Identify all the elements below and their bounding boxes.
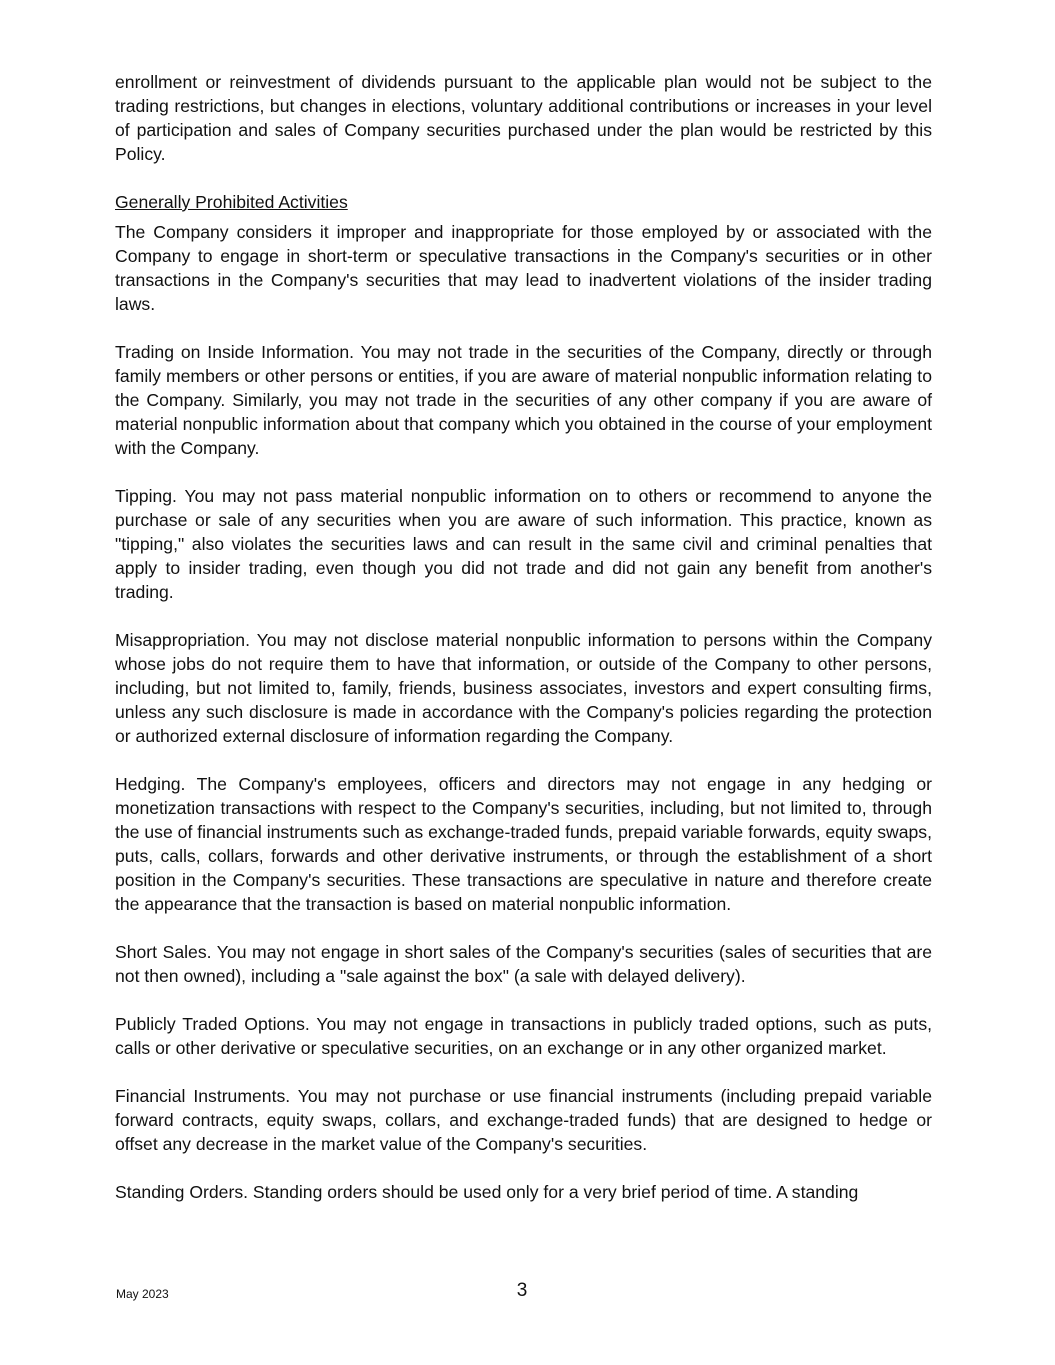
footer-date: May 2023 [116, 1287, 169, 1301]
page-number: 3 [516, 1280, 528, 1301]
document-body [115, 70, 932, 1204]
misappropriation-paragraph [115, 628, 932, 748]
publicly-traded-options-body: You may not engage in transactions in publicly traded options, such as puts, calls or other derivative or speculative securities, on an exchange or in any other organized market. [115, 1014, 932, 1058]
standing-orders-paragraph [115, 1180, 932, 1204]
tipping-title: Tipping. [115, 486, 177, 506]
financial-instruments-body: You may not purchase or use financial instruments (including prepaid variable forward contracts, equity swaps, collars, and exchange-traded funds) that are designed to hedge or offset any decrease in the market value of the Company's securities. [115, 1086, 932, 1154]
publicly-traded-options-paragraph [115, 1012, 932, 1060]
misappropriation-body: You may not disclose material nonpublic information to persons within the Company whose jobs do not require them to have that information, or outside of the Company to other persons, including, but not limited to, family, friends, business associates, investors and expert consulting firms, unless any such disclosure is made in accordance with the Company's policies regarding the protection or authorized external disclosure of information regarding the Company. [115, 630, 932, 746]
inside-information-title: Trading on Inside Information. [115, 342, 355, 362]
tipping-paragraph [115, 484, 932, 604]
short-sales-title: Short Sales. [115, 942, 212, 962]
inside-information-body: You may not trade in the securities of the Company, directly or through family members or other persons or entities, if you are aware of material nonpublic information relating to the Company. Similarly, you may not trade in the securities of any other company if you are aware of material nonpublic information about that company which you obtained in the course of your employment with the Company. [115, 342, 933, 458]
hedging-paragraph [115, 772, 932, 916]
prohibited-activities-heading: Generally Prohibited Activities [115, 192, 348, 212]
financial-instruments-paragraph [115, 1084, 932, 1156]
hedging-title: Hedging. [115, 774, 186, 794]
standing-orders-body: Standing orders should be used only for a very brief period of time. A standing [252, 1182, 859, 1202]
financial-instruments-title: Financial Instruments. [115, 1086, 291, 1106]
hedging-body: The Company's employees, officers and directors may not engage in any hedging or monetization transactions with respect to the Company's securities, including, but not limited to, through the use of financial instruments such as exchange-traded funds, prepaid variable forwards, equity swaps, puts, calls, collars, forwards and other derivative instruments, or through the establishment of a short position in the Company's securities. These transactions are speculative in nature and therefore create the appearance that the transaction is based on material nonpublic information. [115, 774, 932, 914]
inside-information-paragraph [115, 340, 932, 460]
tipping-body: You may not pass material nonpublic information on to others or recommend to anyone the purchase or sale of any securities when you are aware of such information. This practice, known as "tipping," also violates the securities laws and can result in the same civil and criminal penalties that apply to insider trading, even though you did not trade and did not gain any benefit from another's trading. [115, 486, 932, 602]
standing-orders-title: Standing Orders. [115, 1182, 249, 1202]
prohibited-activities-intro: The Company considers it improper and inappropriate for those employed by or associated with the Company to engage in short-term or speculative transactions in the Company's securities or in other transactions in the Company's securities that may lead to inadvertent violations of the insider trading laws. [115, 222, 932, 314]
short-sales-paragraph [115, 940, 932, 988]
publicly-traded-options-title: Publicly Traded Options. [115, 1014, 310, 1034]
short-sales-body: You may not engage in short sales of the Company's securities (sales of securities that are not then owned), including a "sale against the box" (a sale with delayed delivery). [115, 942, 932, 986]
intro-paragraph: enrollment or reinvestment of dividends pursuant to the applicable plan would not be subject to the trading restrictions, but changes in elections, voluntary additional contributions or increases in your level of participation and sales of Company securities purchased under the plan would be restricted by this Policy. [115, 72, 932, 164]
misappropriation-title: Misappropriation. [115, 630, 250, 650]
